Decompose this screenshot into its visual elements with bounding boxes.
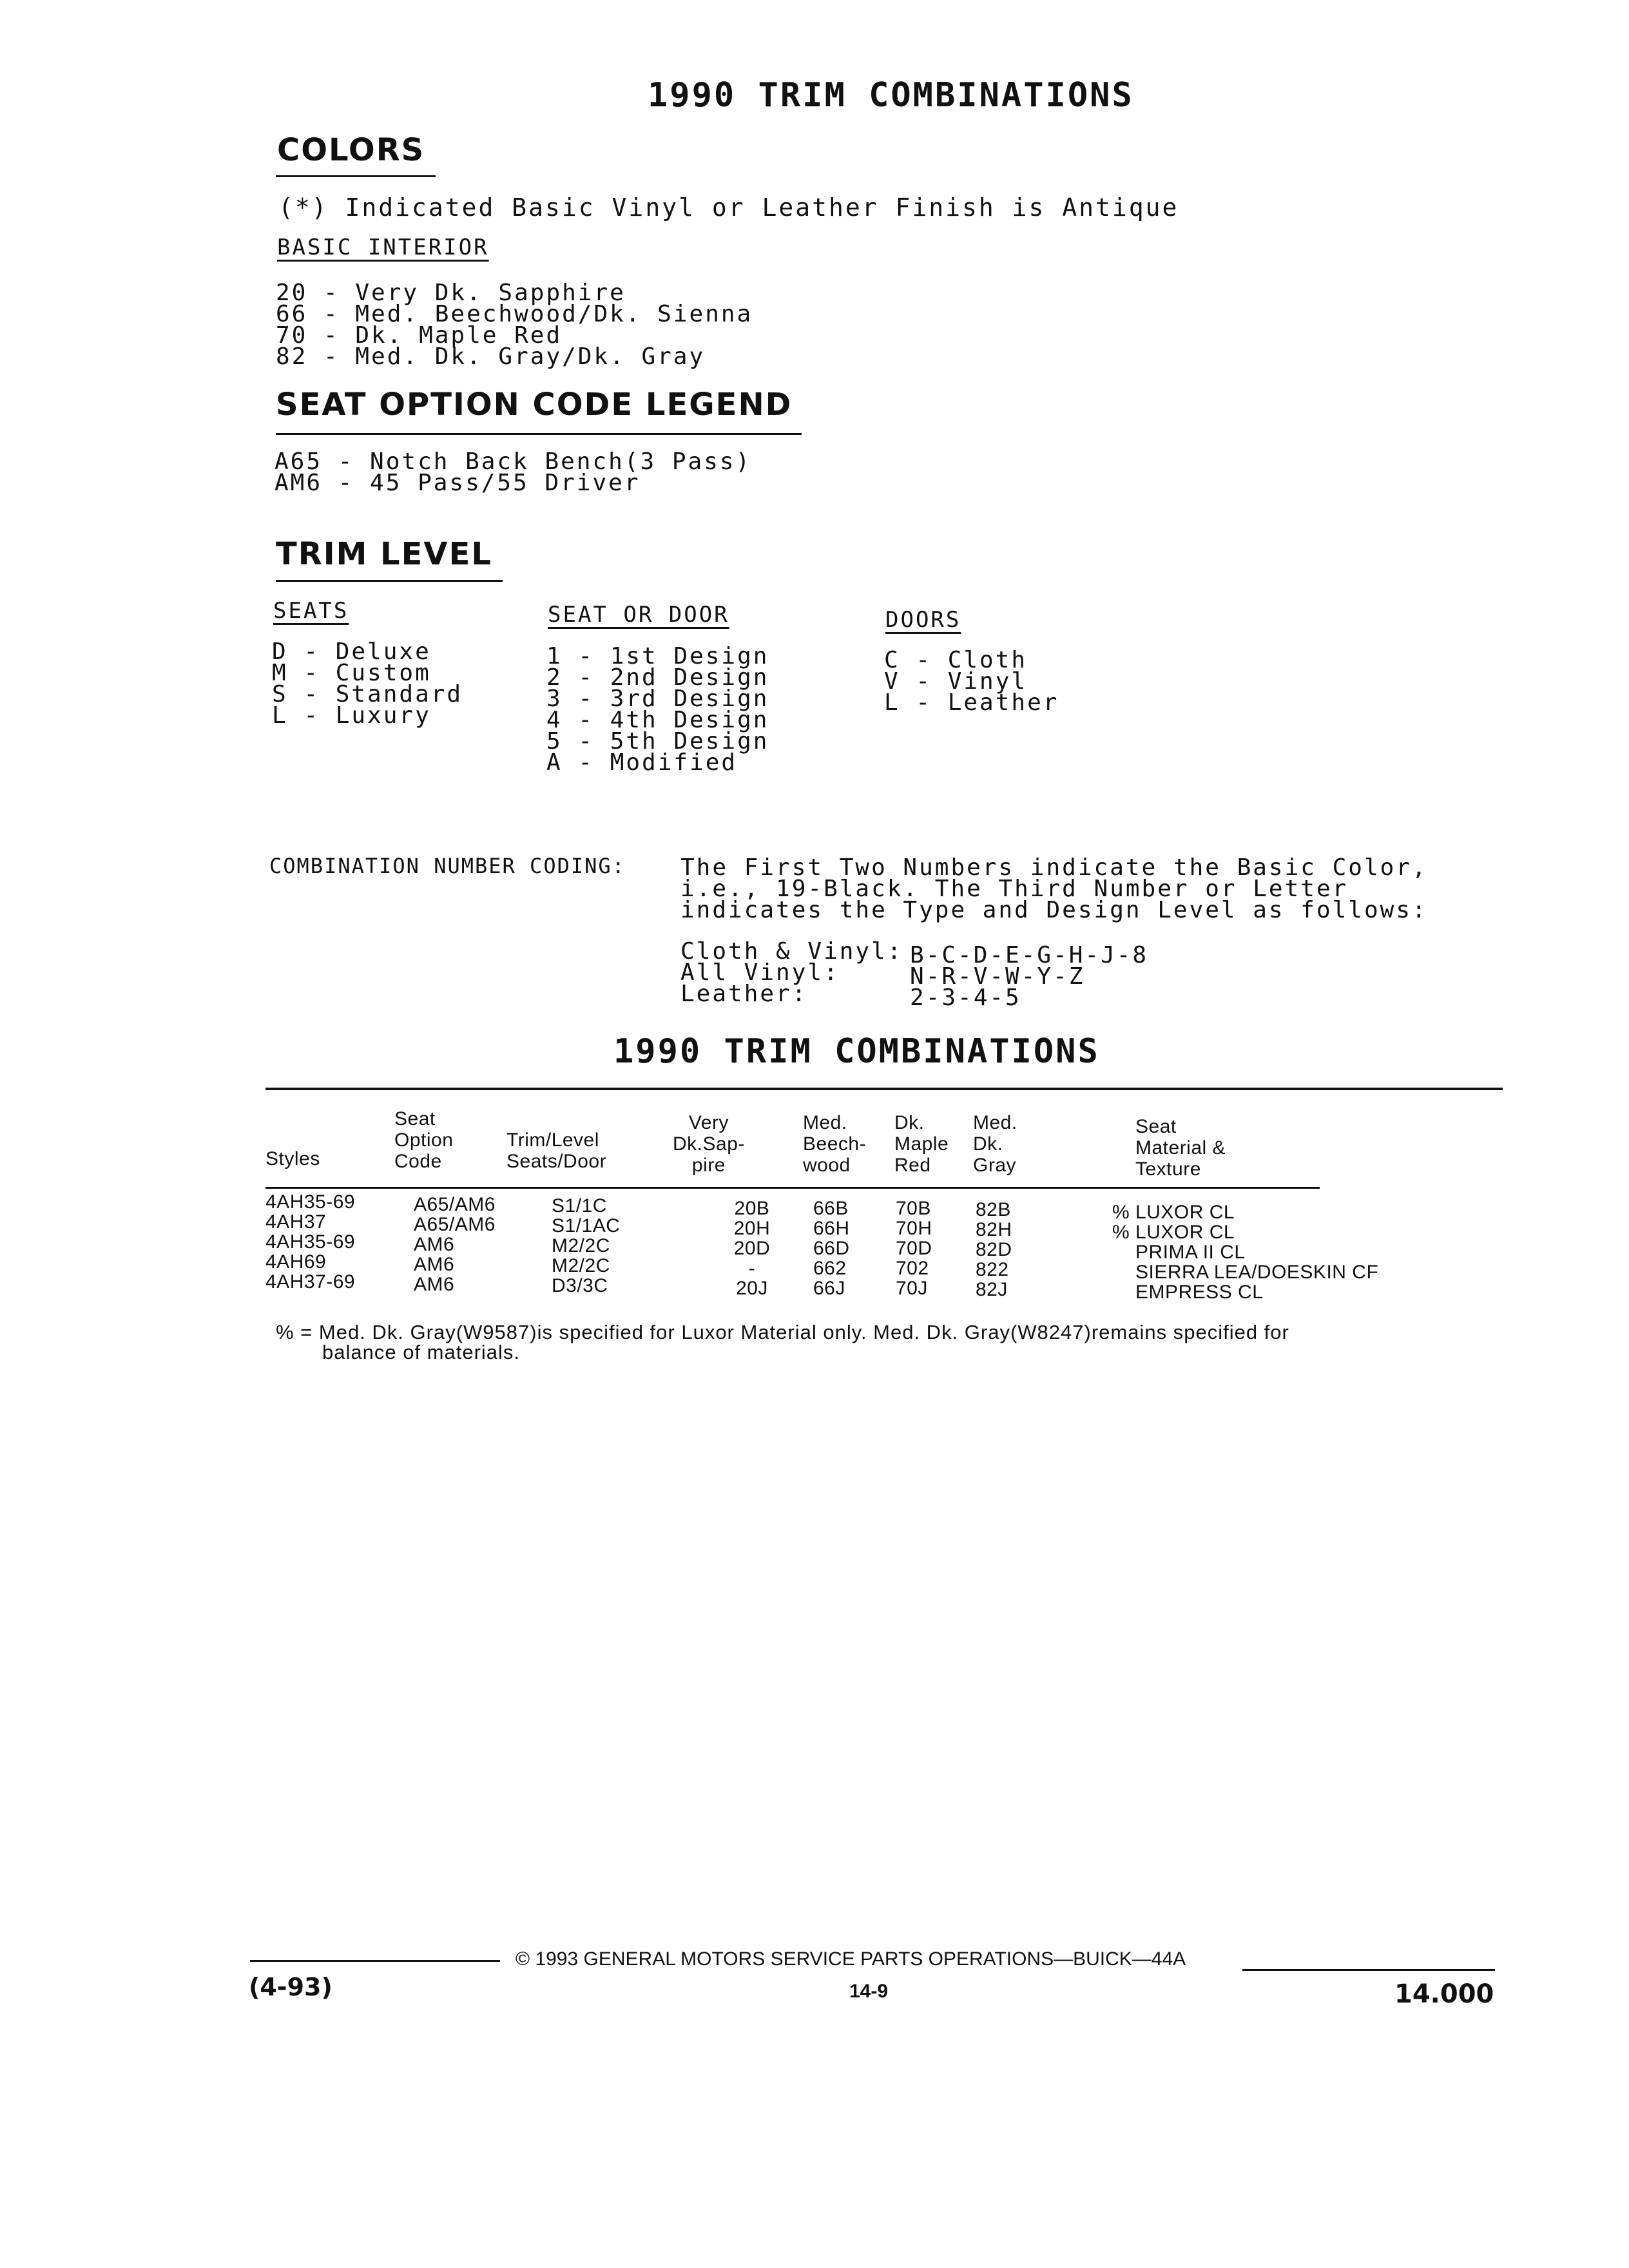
header-text: wood: [803, 1155, 851, 1176]
col-very-dk-sapphire: [729, 1198, 775, 1298]
table-cell: M2/2C: [552, 1235, 610, 1256]
table-cell: A65/AM6: [414, 1214, 496, 1235]
table-cell: 66B: [813, 1198, 849, 1219]
basic-interior-label: BASIC INTERIOR: [277, 235, 489, 260]
trim-level-heading: TRIM LEVEL: [276, 536, 492, 572]
table-cell: 20B: [734, 1198, 770, 1219]
table-cell: 66J: [813, 1278, 845, 1299]
col-seat-material: [1112, 1202, 1378, 1302]
col-styles: [265, 1192, 355, 1292]
combination-coding-text: [680, 854, 1428, 923]
table-cell: 4AH37-69: [265, 1271, 356, 1293]
colors-heading: COLORS: [277, 132, 425, 168]
text-line: The First Two Numbers indicate the Basic Color,: [680, 854, 1428, 881]
header-text: Med.: [973, 1112, 1017, 1133]
list-item: V - Vinyl: [884, 668, 1028, 695]
col-header-med-dk-gray: [973, 1112, 1017, 1176]
trim-level-heading-rule: [276, 580, 503, 582]
table-cell: % LUXOR CL: [1112, 1202, 1235, 1223]
table-cell: S1/1C: [552, 1195, 607, 1216]
col-header-seat-option-code: [394, 1108, 453, 1172]
seat-option-list: [275, 448, 752, 496]
list-item: D - Deluxe: [272, 639, 431, 665]
col-header-dk-maple-red: [894, 1112, 949, 1176]
table-header-rule: [265, 1187, 1320, 1189]
table-cell: D3/3C: [552, 1275, 608, 1296]
header-text: Dk.: [973, 1133, 1003, 1155]
list-item: 20 - Very Dk. Sapphire: [276, 280, 626, 306]
coding-type-label: Leather:: [680, 981, 808, 1007]
seat-or-door-list: [546, 643, 769, 776]
text-line: indicates the Type and Design Level as follows:: [680, 897, 1428, 923]
footnote-line: balance of materials.: [322, 1341, 521, 1363]
col-header-very-dk-sapphire: [673, 1112, 745, 1176]
header-text: Code: [394, 1151, 442, 1172]
basic-interior-list: [276, 280, 753, 370]
list-item: AM6 - 45 Pass/55 Driver: [275, 470, 641, 496]
list-item: A - Modified: [546, 749, 738, 776]
col-med-beechwood: [813, 1198, 850, 1298]
list-item: C - Cloth: [884, 647, 1028, 673]
header-text: Texture: [1135, 1158, 1201, 1180]
table-cell: 20H: [733, 1218, 771, 1239]
header-text: Med.: [803, 1112, 847, 1133]
footer-copyright: © 1993 GENERAL MOTORS SERVICE PARTS OPERATIONS—BUICK—44A: [516, 1948, 1186, 1970]
header-text: Material &: [1135, 1137, 1226, 1158]
table-cell: M2/2C: [552, 1255, 610, 1276]
table-cell: 822: [976, 1259, 1009, 1280]
header-text: Beech-: [803, 1133, 867, 1155]
list-item: L - Luxury: [272, 702, 431, 729]
header-text: Maple: [894, 1133, 949, 1155]
list-item: 1 - 1st Design: [546, 643, 769, 669]
seat-option-heading-rule: [276, 433, 802, 435]
table-cell: 70J: [896, 1278, 928, 1299]
col-header-trim-level: [506, 1129, 606, 1172]
seats-label: SEATS: [273, 598, 349, 624]
seat-or-door-label: SEAT OR DOOR: [548, 602, 729, 628]
page-title: 1990 TRIM COMBINATIONS: [648, 76, 1134, 115]
header-text: Styles: [265, 1148, 320, 1169]
header-text: pire: [691, 1155, 726, 1176]
table-footnote: [276, 1322, 1289, 1362]
coding-type-value: 2-3-4-5: [910, 985, 1021, 1011]
table-cell: 82J: [976, 1279, 1008, 1300]
table-cell: 20J: [736, 1278, 768, 1299]
footer-rule-left: [250, 1960, 500, 1962]
list-item: 82 - Med. Dk. Gray/Dk. Gray: [276, 343, 706, 370]
table-cell: SIERRA LEA/DOESKIN CF: [1135, 1262, 1379, 1283]
table-top-rule: [265, 1088, 1503, 1090]
table-cell: A65/AM6: [414, 1194, 496, 1215]
header-text: Seat: [394, 1108, 436, 1129]
coding-type-labels: [680, 938, 903, 1007]
list-item: 2 - 2nd Design: [546, 664, 769, 691]
table-cell: 66D: [813, 1238, 850, 1259]
footer-rule-right: [1242, 1969, 1495, 1971]
table-cell: 702: [896, 1258, 929, 1279]
coding-type-label: All Vinyl:: [680, 959, 840, 986]
table-cell: S1/1AC: [552, 1215, 621, 1236]
list-item: S - Standard: [272, 681, 463, 707]
doors-label: DOORS: [885, 607, 961, 633]
colors-note: (*) Indicated Basic Vinyl or Leather Finish is Antique: [278, 193, 1179, 222]
seats-list: [272, 639, 463, 729]
table-cell: EMPRESS CL: [1135, 1282, 1264, 1303]
table-cell: 662: [813, 1258, 847, 1279]
seat-option-heading: SEAT OPTION CODE LEGEND: [276, 387, 793, 423]
table-cell: AM6: [414, 1274, 455, 1295]
table-cell: 4AH35-69: [265, 1191, 356, 1213]
header-text: Seats/Door: [506, 1151, 607, 1172]
table-cell: 82H: [976, 1219, 1012, 1240]
table-cell: AM6: [414, 1234, 455, 1255]
table-cell: 66H: [813, 1218, 850, 1239]
table-cell: 4AH35-69: [265, 1231, 356, 1253]
header-text: Dk.Sap-: [673, 1133, 745, 1155]
list-item: M - Custom: [272, 660, 431, 686]
list-item: L - Leather: [884, 689, 1059, 716]
list-item: A65 - Notch Back Bench(3 Pass): [275, 448, 752, 475]
header-text: Very: [688, 1112, 729, 1133]
coding-type-label: Cloth & Vinyl:: [680, 938, 903, 965]
list-item: 70 - Dk. Maple Red: [276, 322, 563, 349]
table-cell: % LUXOR CL: [1112, 1222, 1235, 1243]
table-cell: PRIMA II CL: [1135, 1242, 1246, 1263]
col-header-seat-material: [1135, 1116, 1226, 1180]
list-item: 3 - 3rd Design: [546, 686, 769, 712]
header-text: Option: [394, 1129, 454, 1151]
doors-list: [884, 647, 1059, 716]
footer-section-number: 14.000: [1394, 1979, 1494, 2009]
header-text: Seat: [1135, 1116, 1177, 1137]
table-cell: 70B: [896, 1198, 931, 1219]
table-cell: 70D: [896, 1238, 932, 1259]
table-cell: 70H: [896, 1218, 932, 1239]
table-cell: 82B: [976, 1199, 1011, 1220]
col-header-styles: [265, 1148, 320, 1169]
header-text: Red: [894, 1155, 931, 1176]
table-cell: 4AH37: [265, 1211, 327, 1233]
col-dk-maple-red: [896, 1198, 932, 1298]
table-cell: 82D: [976, 1239, 1012, 1260]
coding-type-value: N-R-V-W-Y-Z: [910, 963, 1085, 990]
header-text: Trim/Level: [506, 1129, 599, 1151]
list-item: 66 - Med. Beechwood/Dk. Sienna: [276, 301, 753, 327]
footer-page-number: 14-9: [849, 1981, 889, 2002]
col-med-dk-gray: [976, 1200, 1012, 1300]
col-trim-level: [552, 1196, 620, 1296]
table-cell: AM6: [414, 1254, 455, 1275]
coding-type-values: [910, 942, 1149, 1011]
colors-heading-rule: [276, 175, 436, 177]
header-text: Gray: [973, 1155, 1017, 1176]
table-title: 1990 TRIM COMBINATIONS: [613, 1032, 1100, 1071]
text-line: i.e., 19-Black. The Third Number or Letter: [680, 876, 1349, 902]
list-item: 4 - 4th Design: [546, 707, 769, 733]
footer-date: (4-93): [249, 1973, 333, 2001]
combination-coding-label: COMBINATION NUMBER CODING:: [269, 854, 626, 878]
list-item: 5 - 5th Design: [546, 728, 769, 754]
table-cell: -: [748, 1258, 756, 1279]
col-header-med-beechwood: [803, 1112, 866, 1176]
coding-type-value: B-C-D-E-G-H-J-8: [910, 942, 1149, 968]
col-seat-option-code: [414, 1195, 496, 1294]
table-cell: 4AH69: [265, 1251, 327, 1273]
footnote-line: % = Med. Dk. Gray(W9587)is specified for Luxor Material only. Med. Dk. Gray(W8247)remains specified for: [276, 1321, 1289, 1343]
table-cell: 20D: [733, 1238, 771, 1259]
header-text: Dk.: [894, 1112, 925, 1133]
